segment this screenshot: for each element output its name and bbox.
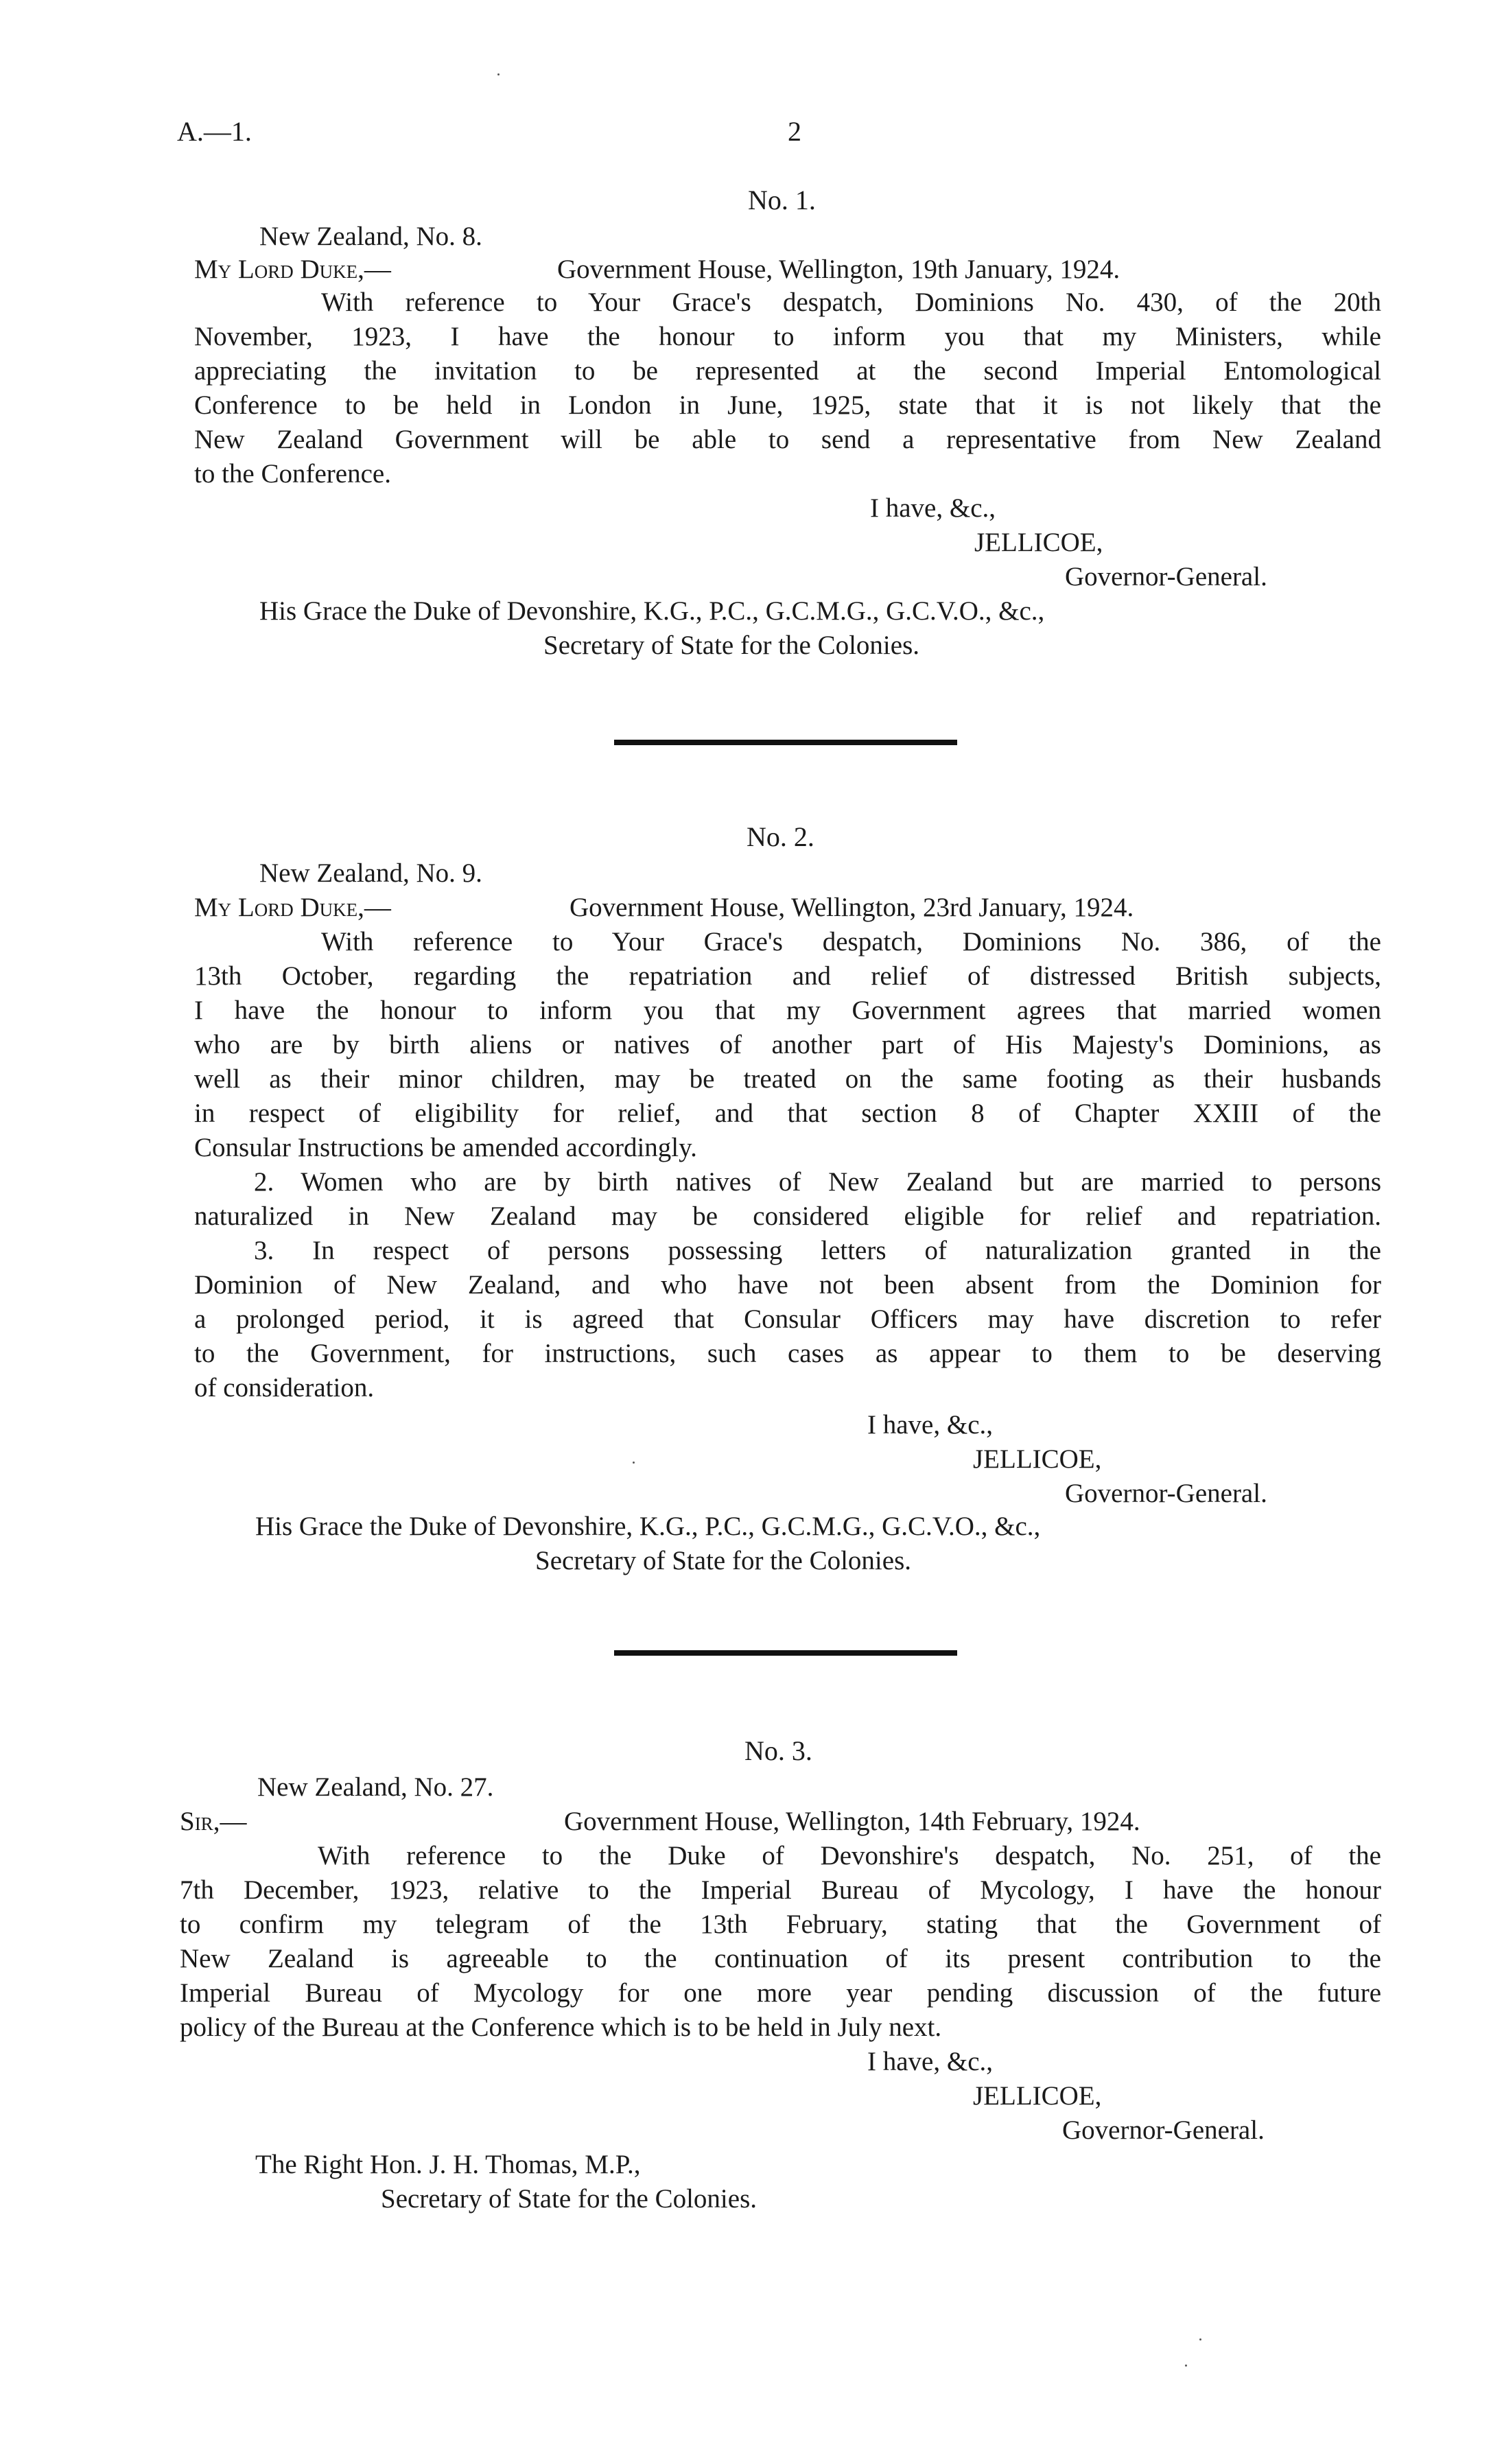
letter-reference: New Zealand, No. 9. xyxy=(259,858,482,888)
body-line: New Zealand Government will be able to send a representative from New Zealand xyxy=(194,425,1381,454)
body-line: Dominion of New Zealand, and who have not been absent from the Dominion for xyxy=(194,1270,1381,1300)
body-line: November, 1923, I have the honour to inform you that my Ministers, while xyxy=(194,322,1381,351)
body-line: to the Conference. xyxy=(194,459,391,489)
salutation: My Lord Duke,— xyxy=(194,893,391,922)
body-line: who are by birth aliens or natives of another part of His Majesty's Dominions, as xyxy=(194,1030,1381,1059)
closing: I have, &c., xyxy=(867,1410,994,1440)
body-line: 3. In respect of persons possessing letters of naturalization granted in the xyxy=(254,1236,1381,1265)
body-line: With reference to the Duke of Devonshire's despatch, No. 251, of the xyxy=(318,1841,1381,1870)
body-line: in respect of eligibility for relief, and that section 8 of Chapter XXIII of the xyxy=(194,1099,1381,1128)
body-line: Imperial Bureau of Mycology for one more year pending discussion of the future xyxy=(180,1978,1381,2008)
page-number: 2 xyxy=(788,116,801,147)
addressee: His Grace the Duke of Devonshire, K.G., P.C., G.C.M.G., G.C.V.O., &c., xyxy=(255,1512,1041,1541)
body-line: 2. Women who are by birth natives of New Zealand but are married to persons xyxy=(254,1167,1381,1197)
closing: I have, &c., xyxy=(867,2047,994,2076)
signature-title: Governor-General. xyxy=(1065,1479,1267,1508)
body-line: I have the honour to inform you that my Government agrees that married women xyxy=(194,996,1381,1025)
body-line: With reference to Your Grace's despatch, Dominions No. 386, of the xyxy=(321,927,1381,957)
body-line: a prolonged period, it is agreed that Consular Officers may have discretion to refer xyxy=(194,1304,1381,1334)
dateline: Government House, Wellington, 14th February, 1924. xyxy=(564,1807,1140,1836)
body-line: 7th December, 1923, relative to the Imperial Bureau of Mycology, I have the honour xyxy=(180,1875,1381,1905)
document-reference: A.—1. xyxy=(177,116,252,147)
dateline: Government House, Wellington, 19th January, 1924. xyxy=(557,255,1120,284)
letter-number: No. 2. xyxy=(747,821,814,852)
section-divider xyxy=(614,1650,957,1656)
body-line: naturalized in New Zealand may be considered eligible for relief and repatriation. xyxy=(194,1201,1381,1231)
body-line: well as their minor children, may be treated on the same footing as their husbands xyxy=(194,1064,1381,1094)
signature: JELLICOE, xyxy=(973,2081,1102,2111)
letter-number: No. 3. xyxy=(744,1735,812,1766)
salutation: Sir,— xyxy=(180,1807,247,1836)
body-line: to confirm my telegram of the 13th February, stating that the Government of xyxy=(180,1910,1381,1939)
body-line: policy of the Bureau at the Conference which is to be held in July next. xyxy=(180,2013,942,2042)
body-line: Consular Instructions be amended accordingly. xyxy=(194,1133,697,1162)
addressee-title: Secretary of State for the Colonies. xyxy=(381,2184,757,2214)
signature: JELLICOE, xyxy=(973,1444,1102,1474)
salutation: My Lord Duke,— xyxy=(194,255,391,284)
scan-speck xyxy=(497,73,500,75)
body-line: of consideration. xyxy=(194,1373,375,1403)
addressee-title: Secretary of State for the Colonies. xyxy=(543,631,919,660)
body-line: New Zealand is agreeable to the continuation of its present contribution to the xyxy=(180,1944,1381,1973)
scan-speck xyxy=(1199,2338,1201,2340)
closing: I have, &c., xyxy=(870,493,996,523)
body-line: With reference to Your Grace's despatch, Dominions No. 430, of the 20th xyxy=(321,288,1381,317)
letter-reference: New Zealand, No. 27. xyxy=(257,1772,494,1802)
body-line: Conference to be held in London in June, 1925, state that it is not likely that the xyxy=(194,390,1381,420)
addressee: His Grace the Duke of Devonshire, K.G., P.C., G.C.M.G., G.C.V.O., &c., xyxy=(259,596,1045,626)
signature: JELLICOE, xyxy=(974,528,1103,557)
body-line: appreciating the invitation to be represented at the second Imperial Entomological xyxy=(194,356,1381,386)
letter-reference: New Zealand, No. 8. xyxy=(259,222,482,251)
dateline: Government House, Wellington, 23rd January, 1924. xyxy=(570,893,1134,922)
section-divider xyxy=(614,740,957,745)
body-line: 13th October, regarding the repatriation and relief of distressed British subjects, xyxy=(194,961,1381,991)
addressee-title: Secretary of State for the Colonies. xyxy=(535,1546,911,1575)
scan-speck xyxy=(633,1462,635,1464)
signature-title: Governor-General. xyxy=(1065,562,1267,591)
body-line: to the Government, for instructions, such cases as appear to them to be deserving xyxy=(194,1339,1381,1368)
scan-speck xyxy=(1185,2365,1187,2367)
signature-title: Governor-General. xyxy=(1062,2115,1265,2145)
letter-number: No. 1. xyxy=(748,185,816,215)
addressee: The Right Hon. J. H. Thomas, M.P., xyxy=(255,2150,641,2179)
